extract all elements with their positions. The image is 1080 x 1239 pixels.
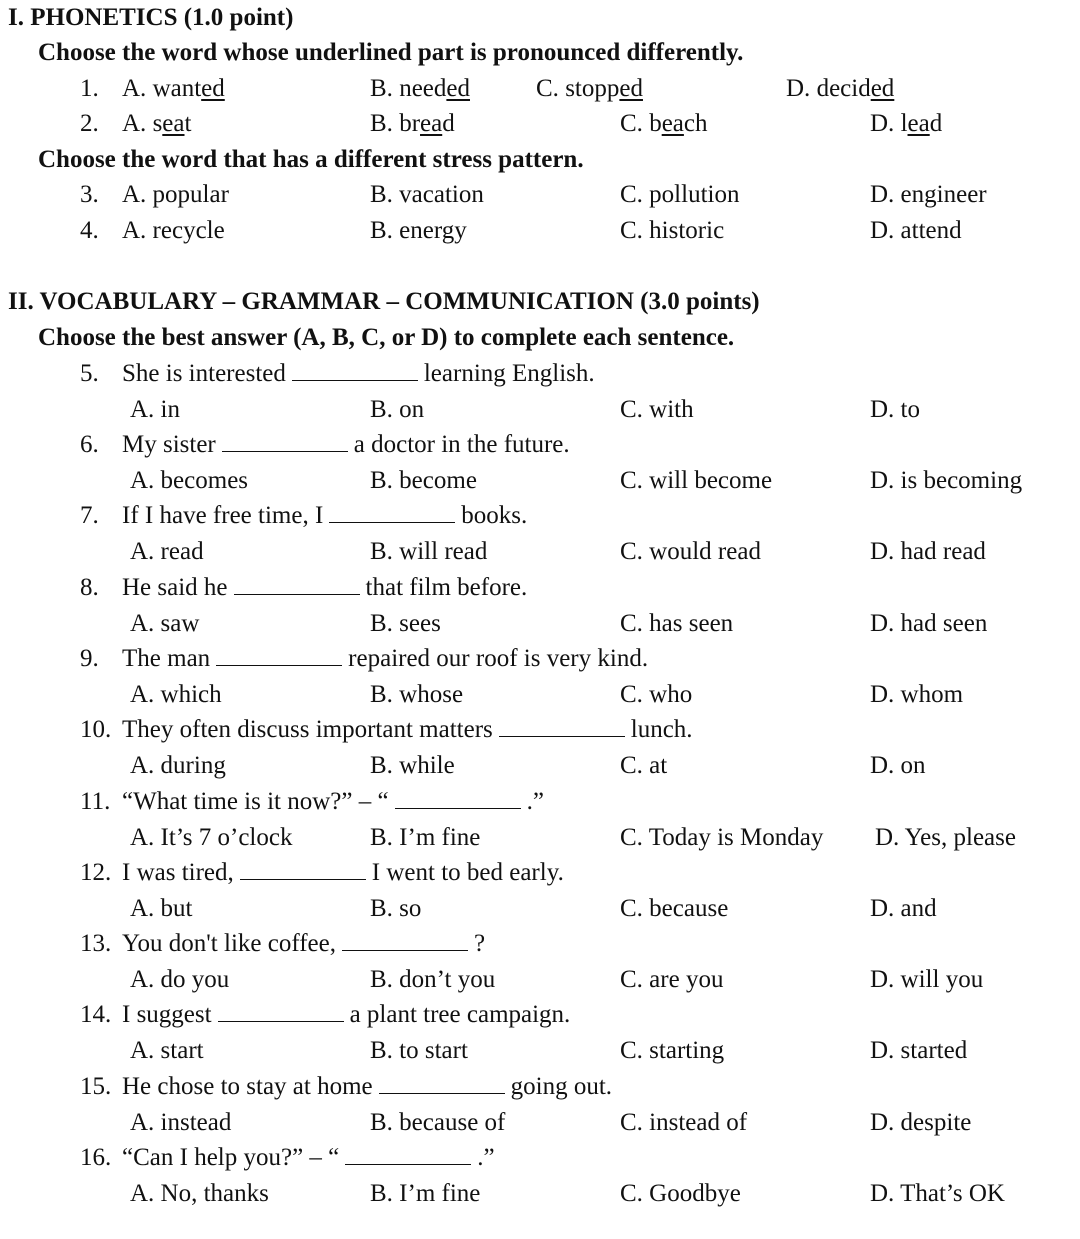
option-word-end: d bbox=[442, 110, 455, 137]
answer-option: C. will become bbox=[620, 467, 773, 494]
answer-blank bbox=[342, 932, 468, 951]
question-text-after: I went to bed early. bbox=[371, 859, 564, 886]
pronunciation-instruction: Choose the word whose underlined part is pronounced differently. bbox=[38, 39, 744, 66]
answer-option: A. do you bbox=[130, 966, 230, 993]
question-text-after: learning English. bbox=[423, 360, 595, 387]
underlined-part: ea bbox=[162, 110, 185, 137]
question-text-before: I suggest bbox=[122, 1001, 212, 1028]
answer-option: B. become bbox=[370, 467, 477, 494]
answer-option: B. so bbox=[370, 895, 422, 922]
option-word-end: t bbox=[184, 110, 192, 137]
answer-option: C. pollution bbox=[620, 181, 740, 208]
option-word-end: d bbox=[929, 110, 943, 137]
answer-blank bbox=[292, 362, 418, 381]
option-word-start: need bbox=[399, 75, 447, 102]
answer-option bbox=[536, 76, 643, 101]
answer-option: B. I’m fine bbox=[370, 1180, 481, 1207]
question-text-before: My sister bbox=[122, 431, 216, 458]
answer-option: A. No, thanks bbox=[130, 1180, 269, 1207]
question-number: 11. bbox=[80, 788, 111, 815]
question-number: 2. bbox=[80, 110, 99, 137]
underlined-part: ed bbox=[201, 75, 225, 102]
answer-option: C. at bbox=[620, 752, 668, 779]
answer-option: D. started bbox=[870, 1037, 968, 1064]
answer-option: D. to bbox=[870, 396, 920, 423]
question-text-after: books. bbox=[461, 502, 528, 529]
answer-option: C. Goodbye bbox=[620, 1180, 741, 1207]
option-word-start: l bbox=[900, 110, 908, 137]
question-number: 14. bbox=[80, 1001, 112, 1028]
question-stem bbox=[122, 1145, 495, 1170]
answer-option: C. because bbox=[620, 895, 729, 922]
question-text-before: The man bbox=[122, 645, 211, 672]
question-text-after: lunch. bbox=[630, 716, 693, 743]
answer-option: A. read bbox=[130, 538, 204, 565]
answer-option: D. Yes, please bbox=[875, 824, 1016, 851]
option-word-start: want bbox=[152, 75, 202, 102]
question-text-before: He said he bbox=[122, 574, 228, 601]
option-letter: C. bbox=[620, 110, 643, 137]
answer-option: D. engineer bbox=[870, 181, 987, 208]
question-text-after: a doctor in the future. bbox=[353, 431, 570, 458]
answer-option: B. because of bbox=[370, 1109, 506, 1136]
underlined-part: ea bbox=[661, 110, 684, 137]
answer-option: A. becomes bbox=[130, 467, 249, 494]
option-word-start: b bbox=[649, 110, 662, 137]
option-word-start: br bbox=[399, 110, 421, 137]
question-text-before: They often discuss important matters bbox=[122, 716, 493, 743]
answer-option: D. whom bbox=[870, 681, 964, 708]
option-word-start: decid bbox=[816, 75, 871, 102]
answer-blank bbox=[345, 1146, 471, 1165]
answer-option: A. instead bbox=[130, 1109, 232, 1136]
question-text-after: that film before. bbox=[365, 574, 528, 601]
question-stem bbox=[122, 1002, 570, 1027]
answer-option: B. sees bbox=[370, 610, 441, 637]
answer-option: B. I’m fine bbox=[370, 824, 481, 851]
underlined-part: ed bbox=[870, 75, 895, 102]
answer-option: B. don’t you bbox=[370, 966, 496, 993]
question-stem bbox=[122, 717, 693, 742]
option-word-end: ch bbox=[683, 110, 708, 137]
answer-option bbox=[870, 111, 942, 136]
underlined-part: ed bbox=[619, 75, 643, 102]
question-stem bbox=[122, 432, 570, 457]
answer-option: A. in bbox=[130, 396, 180, 423]
answer-option: C. are you bbox=[620, 966, 724, 993]
question-number: 3. bbox=[80, 181, 99, 208]
answer-option: B. whose bbox=[370, 681, 464, 708]
answer-option: C. with bbox=[620, 396, 694, 423]
answer-option: D. had seen bbox=[870, 610, 988, 637]
answer-option: D. is becoming bbox=[870, 467, 1023, 494]
answer-option: B. energy bbox=[370, 217, 467, 244]
question-stem bbox=[122, 646, 648, 671]
answer-option: D. That’s OK bbox=[870, 1180, 1005, 1207]
question-number: 5. bbox=[80, 360, 99, 387]
answer-option: B. while bbox=[370, 752, 455, 779]
answer-blank bbox=[379, 1075, 505, 1094]
answer-blank bbox=[395, 790, 521, 809]
option-word-start: stopp bbox=[565, 75, 620, 102]
answer-blank bbox=[234, 576, 360, 595]
question-text-after: a plant tree campaign. bbox=[349, 1001, 571, 1028]
section-2-title: II. VOCABULARY – GRAMMAR – COMMUNICATION (3.0 points) bbox=[8, 288, 760, 315]
question-number: 6. bbox=[80, 431, 99, 458]
answer-option: D. attend bbox=[870, 217, 962, 244]
question-text-before: He chose to stay at home bbox=[122, 1073, 373, 1100]
answer-option: A. recycle bbox=[122, 217, 225, 244]
question-number: 1. bbox=[80, 75, 99, 102]
answer-option: C. instead of bbox=[620, 1109, 748, 1136]
answer-option: A. saw bbox=[130, 610, 200, 637]
option-letter: C. bbox=[536, 75, 559, 102]
option-word-start: s bbox=[152, 110, 163, 137]
underlined-part: ea bbox=[420, 110, 443, 137]
answer-option: D. and bbox=[870, 895, 937, 922]
answer-option: C. Today is Monday bbox=[620, 824, 824, 851]
option-letter: B. bbox=[370, 110, 393, 137]
question-number: 13. bbox=[80, 930, 112, 957]
answer-option bbox=[370, 76, 470, 101]
answer-option bbox=[786, 76, 894, 101]
answer-option: A. popular bbox=[122, 181, 229, 208]
question-number: 7. bbox=[80, 502, 99, 529]
question-text-after: .” bbox=[526, 788, 544, 815]
question-text-before: “Can I help you?” – “ bbox=[122, 1144, 340, 1171]
question-number: 16. bbox=[80, 1144, 112, 1171]
answer-blank bbox=[218, 1003, 344, 1022]
question-stem bbox=[122, 1074, 612, 1099]
option-letter: A. bbox=[122, 110, 147, 137]
question-text-before: “What time is it now?” – “ bbox=[122, 788, 389, 815]
option-letter: D. bbox=[870, 110, 895, 137]
answer-option: C. starting bbox=[620, 1037, 725, 1064]
answer-option bbox=[122, 111, 191, 136]
underlined-part: ed bbox=[446, 75, 470, 102]
answer-option: A. It’s 7 o’clock bbox=[130, 824, 293, 851]
answer-option: C. who bbox=[620, 681, 693, 708]
answer-option: D. had read bbox=[870, 538, 986, 565]
answer-blank bbox=[329, 504, 455, 523]
question-stem bbox=[122, 361, 595, 386]
answer-option bbox=[370, 111, 455, 136]
answer-option: D. will you bbox=[870, 966, 984, 993]
question-number: 9. bbox=[80, 645, 99, 672]
section-1-title: I. PHONETICS (1.0 point) bbox=[8, 4, 294, 31]
question-text-before: She is interested bbox=[122, 360, 286, 387]
option-letter: B. bbox=[370, 75, 393, 102]
stress-instruction: Choose the word that has a different stress pattern. bbox=[38, 146, 584, 173]
question-text-before: I was tired, bbox=[122, 859, 234, 886]
answer-option: A. during bbox=[130, 752, 226, 779]
answer-option: B. will read bbox=[370, 538, 488, 565]
answer-option: C. historic bbox=[620, 217, 725, 244]
question-stem bbox=[122, 860, 564, 885]
question-number: 10. bbox=[80, 716, 112, 743]
question-number: 8. bbox=[80, 574, 99, 601]
answer-option: B. on bbox=[370, 396, 425, 423]
question-text-after: going out. bbox=[510, 1073, 613, 1100]
answer-blank bbox=[499, 718, 625, 737]
question-stem bbox=[122, 503, 527, 528]
question-text-after: ? bbox=[473, 930, 486, 957]
question-stem bbox=[122, 575, 527, 600]
question-number: 12. bbox=[80, 859, 112, 886]
question-number: 4. bbox=[80, 217, 99, 244]
answer-option: A. but bbox=[130, 895, 193, 922]
question-text-before: If I have free time, I bbox=[122, 502, 324, 529]
question-text-after: repaired our roof is very kind. bbox=[348, 645, 649, 672]
question-text-before: You don't like coffee, bbox=[122, 930, 336, 957]
answer-option: D. despite bbox=[870, 1109, 972, 1136]
option-letter: A. bbox=[122, 75, 147, 102]
answer-option: D. on bbox=[870, 752, 926, 779]
answer-option bbox=[620, 111, 708, 136]
answer-option: A. which bbox=[130, 681, 222, 708]
option-letter: D. bbox=[786, 75, 811, 102]
answer-option: C. would read bbox=[620, 538, 761, 565]
answer-option: C. has seen bbox=[620, 610, 734, 637]
question-stem bbox=[122, 931, 485, 956]
answer-option: A. start bbox=[130, 1037, 204, 1064]
question-stem bbox=[122, 789, 544, 814]
underlined-part: ea bbox=[907, 110, 930, 137]
answer-blank bbox=[216, 647, 342, 666]
answer-blank bbox=[240, 861, 366, 880]
answer-blank bbox=[222, 433, 348, 452]
question-number: 15. bbox=[80, 1073, 112, 1100]
answer-option bbox=[122, 76, 225, 101]
answer-option: B. to start bbox=[370, 1037, 468, 1064]
question-text-after: .” bbox=[477, 1144, 495, 1171]
grammar-instruction: Choose the best answer (A, B, C, or D) to complete each sentence. bbox=[38, 324, 735, 351]
answer-option: B. vacation bbox=[370, 181, 484, 208]
